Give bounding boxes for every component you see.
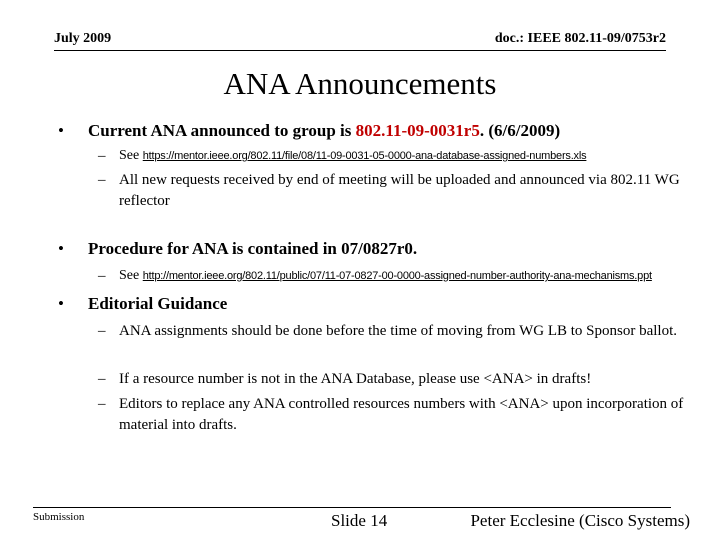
bullet-1-suffix: . (6/6/2009) (479, 121, 561, 140)
bullet-1-text (88, 121, 560, 141)
bullet-3-sub-3: Editors to replace any ANA controlled resources numbers with <ANA> upon incorporation of material into drafts. (119, 396, 684, 433)
bullet-1-prefix: Current ANA announced to group is (88, 121, 356, 140)
footer-submission: Submission (33, 511, 85, 523)
bullet-3-sub-1: ANA assignments should be done before the time of moving from WG LB to Sponsor ballot. (119, 323, 677, 339)
bullet-2-sub-1-dash: – (98, 268, 106, 284)
bullet-3-text: Editorial Guidance (88, 294, 228, 313)
database-link[interactable]: https://mentor.ieee.org/802.11/file/08/11-09-0031-05-0000-ana-database-assigned-numbers.xls (142, 150, 587, 162)
bullet-3-sub-1-dash: – (98, 323, 106, 339)
bullet-3-marker: • (58, 294, 64, 313)
header-doc-id: doc.: IEEE 802.11-09/0753r2 (494, 31, 666, 46)
bullet-1-sub-1-dash: – (98, 148, 106, 164)
ana-mechanisms-link[interactable]: http://mentor.ieee.org/802.11/public/07/11-07-0827-00-0000-assigned-number-authority-ana-mechanisms.ppt (142, 270, 652, 282)
slide-title: ANA Announcements (223, 66, 497, 101)
bullet-1-sub-1-label: See (119, 148, 143, 163)
bullet-3-sub-2: If a resource number is not in the ANA Database, please use <ANA> in drafts! (119, 371, 592, 387)
bullet-2-text: Procedure for ANA is contained in 07/0827r0. (88, 239, 418, 258)
header-rule (54, 50, 666, 51)
bullet-3-sub-3-dash: – (98, 396, 106, 412)
bullet-1-sub-2: All new requests received by end of meeting will be uploaded and announced via 802.11 WG reflector (119, 172, 680, 209)
bullet-1-sub-1 (119, 148, 586, 164)
bullet-1-sub-2-dash: – (98, 172, 106, 188)
bullet-1-highlight: 802.11-09-0031r5 (355, 121, 480, 140)
footer-rule (33, 507, 671, 508)
footer-slide-number: Slide 14 (331, 511, 388, 530)
bullet-2-marker: • (58, 239, 64, 258)
footer-author: Peter Ecclesine (Cisco Systems) (470, 511, 690, 530)
bullet-2-sub-1-label: See (119, 268, 143, 283)
bullet-3-sub-2-dash: – (98, 371, 106, 387)
header-date: July 2009 (54, 31, 112, 46)
bullet-2-sub-1 (119, 268, 652, 284)
bullet-1-marker: • (58, 121, 64, 140)
